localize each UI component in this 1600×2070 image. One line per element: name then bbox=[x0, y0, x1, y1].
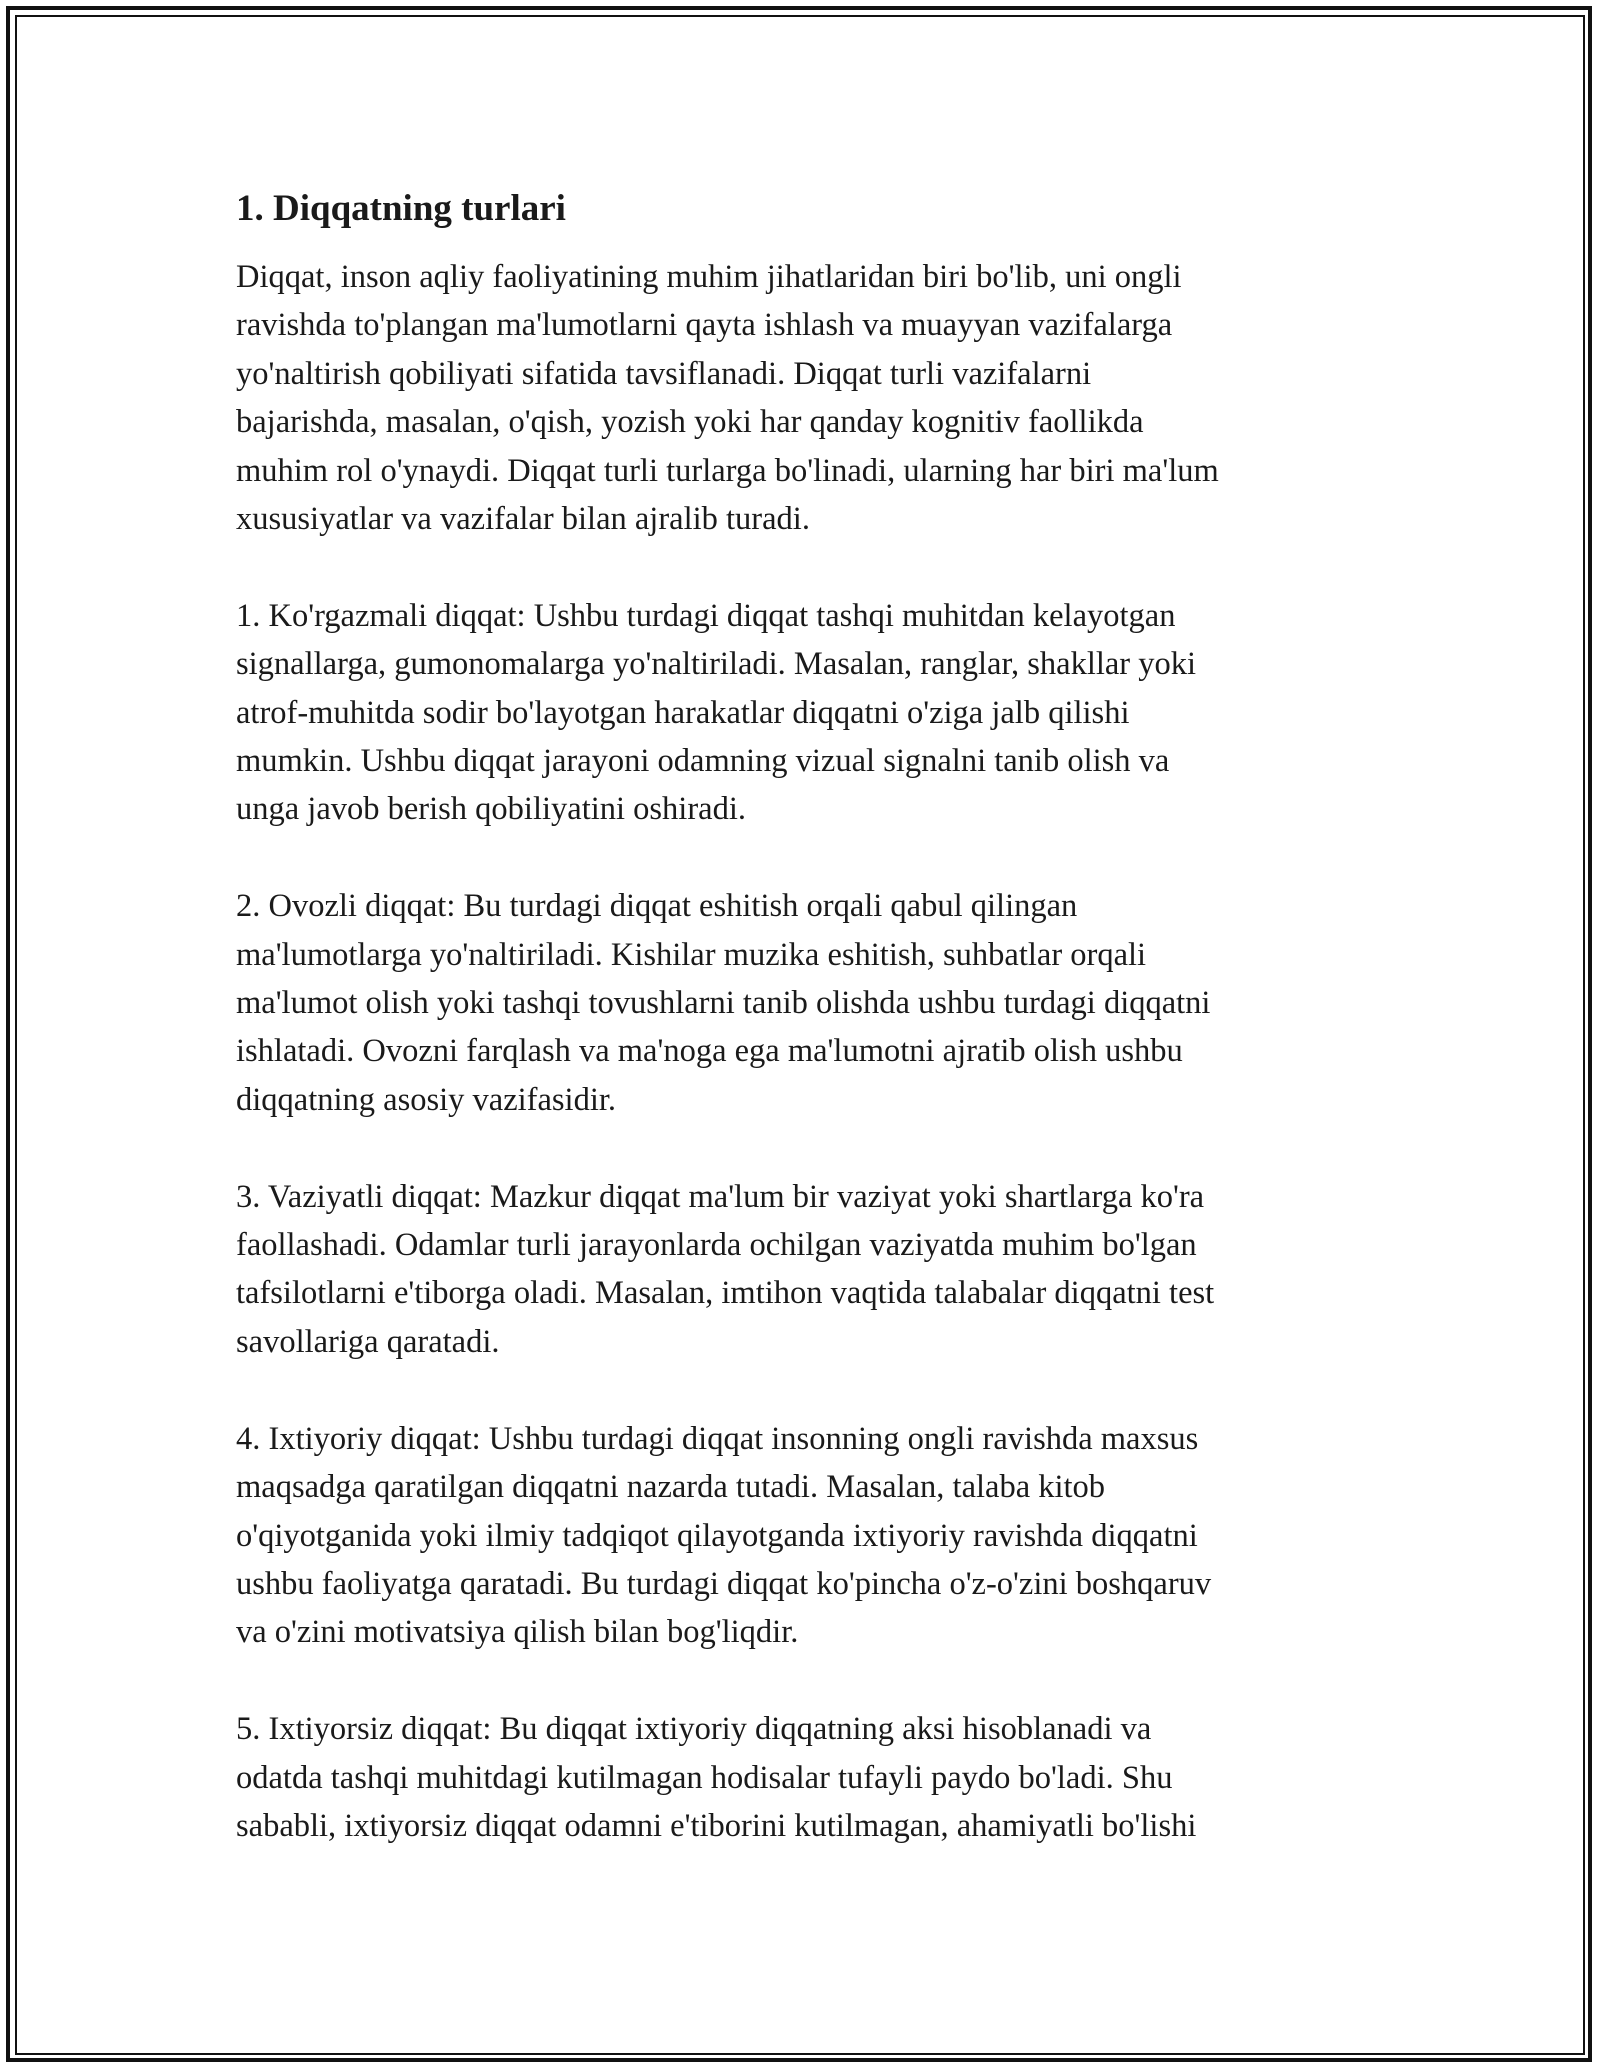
text-line: 4. Ixtiyoriy diqqat: Ushbu turdagi diqqat insonning ongli ravishda maxsus bbox=[236, 1420, 1199, 1457]
text-line: 5. Ixtiyorsiz diqqat: Bu diqqat ixtiyoriy diqqatning aksi hisoblanadi va bbox=[236, 1711, 1152, 1748]
paragraph-item-5 bbox=[236, 1705, 1366, 1850]
text-line: ushbu faoliyatga qaratadi. Bu turdagi diqqat ko'pincha o'z-o'zini boshqaruv bbox=[236, 1565, 1212, 1602]
text-line: tafsilotlarni e'tiborga oladi. Masalan, imtihon vaqtida talabalar diqqatni test bbox=[236, 1275, 1215, 1312]
text-line: 3. Vaziyatli diqqat: Mazkur diqqat ma'lum bir vaziyat yoki shartlarga ko'ra bbox=[236, 1178, 1205, 1215]
paragraph-item-3 bbox=[236, 1173, 1366, 1367]
section-heading: 1. Diqqatning turlari bbox=[236, 188, 566, 229]
text-line: va o'zini motivatsiya qilish bilan bog'liqdir. bbox=[236, 1614, 799, 1651]
text-line: bajarishda, masalan, o'qish, yozish yoki har qanday kognitiv faollikda bbox=[236, 404, 1144, 441]
text-line: ma'lumot olish yoki tashqi tovushlarni tanib olishda ushbu turdagi diqqatni bbox=[236, 985, 1211, 1022]
text-line: unga javob berish qobiliyatini oshiradi. bbox=[236, 791, 746, 828]
text-line: ravishda to'plangan ma'lumotlarni qayta ishlash va muayyan vazifalarga bbox=[236, 307, 1173, 344]
text-line: savollariga qaratadi. bbox=[236, 1323, 500, 1360]
text-line: ma'lumotlarga yo'naltiriladi. Kishilar muzika eshitish, suhbatlar orqali bbox=[236, 936, 1147, 973]
text-line: signallarga, gumonomalarga yo'naltiriladi. Masalan, ranglar, shakllar yoki bbox=[236, 646, 1197, 683]
paragraph-item-1 bbox=[236, 592, 1366, 834]
text-line: yo'naltirish qobiliyati sifatida tavsiflanadi. Diqqat turli vazifalarni bbox=[236, 355, 1092, 392]
text-line: 2. Ovozli diqqat: Bu turdagi diqqat eshitish orqali qabul qilingan bbox=[236, 888, 1078, 925]
text-line: faollashadi. Odamlar turli jarayonlarda ochilgan vaziyatda muhim bo'lgan bbox=[236, 1227, 1197, 1264]
text-line: o'qiyotganida yoki ilmiy tadqiqot qilayotganda ixtiyoriy ravishda diqqatni bbox=[236, 1517, 1198, 1554]
text-line: diqqatning asosiy vazifasidir. bbox=[236, 1081, 617, 1118]
text-line: xususiyatlar va vazifalar bilan ajralib turadi. bbox=[236, 501, 810, 538]
text-line: ishlatadi. Ovozni farqlash va ma'noga ega ma'lumotni ajratib olish ushbu bbox=[236, 1033, 1183, 1070]
text-line: 1. Ko'rgazmali diqqat: Ushbu turdagi diqqat tashqi muhitdan kelayotgan bbox=[236, 597, 1176, 634]
paragraph-item-4 bbox=[236, 1415, 1366, 1657]
text-line: odatda tashqi muhitdagi kutilmagan hodisalar tufayli paydo bo'ladi. Shu bbox=[236, 1759, 1173, 1796]
text-line: maqsadga qaratilgan diqqatni nazarda tutadi. Masalan, talaba kitob bbox=[236, 1469, 1106, 1506]
paragraph-intro bbox=[236, 253, 1366, 543]
text-line: mumkin. Ushbu diqqat jarayoni odamning vizual signalni tanib olish va bbox=[236, 743, 1170, 780]
paragraph-item-2 bbox=[236, 882, 1366, 1124]
text-line: sababli, ixtiyorsiz diqqat odamni e'tiborini kutilmagan, ahamiyatli bo'lishi bbox=[236, 1807, 1197, 1844]
document-body bbox=[236, 185, 1366, 1899]
text-line: Diqqat, inson aqliy faoliyatining muhim jihatlaridan biri bo'lib, uni ongli bbox=[236, 259, 1182, 295]
text-line: muhim rol o'ynaydi. Diqqat turli turlarga bo'linadi, ularning har biri ma'lum bbox=[236, 452, 1219, 489]
text-line: atrof-muhitda sodir bo'layotgan harakatlar diqqatni o'ziga jalb qilishi bbox=[236, 694, 1130, 731]
